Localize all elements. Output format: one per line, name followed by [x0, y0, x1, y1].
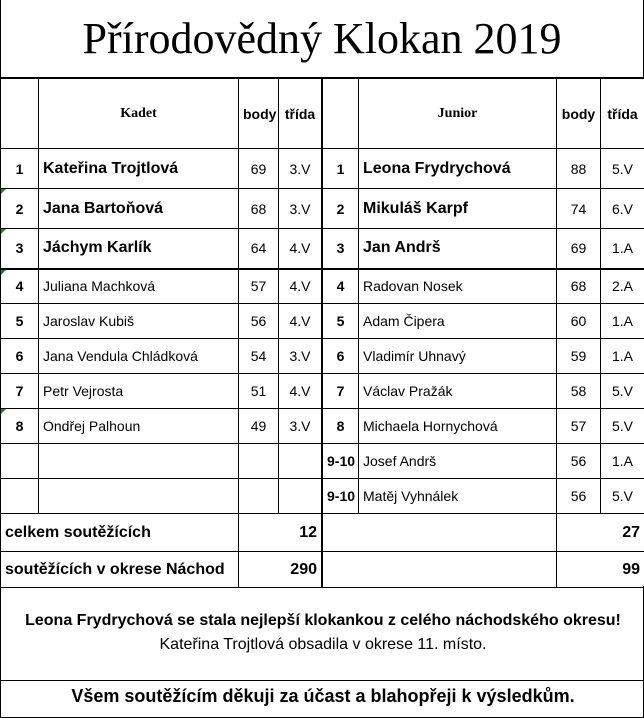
junior-table: [322, 78, 644, 588]
student-name: Adam Čipera: [359, 304, 557, 339]
kadet-header-row: [1, 79, 322, 149]
junior-total: 27: [557, 514, 644, 552]
page-title: Přírodovědný Klokan 2019: [0, 0, 644, 78]
kadet-district-total: 290: [239, 552, 322, 588]
class: 3.V: [279, 149, 322, 189]
class: 1.A: [601, 444, 644, 479]
district-row: [323, 552, 644, 588]
points: 57: [557, 409, 601, 444]
district-label: soutěžících v okrese Náchod: [1, 552, 239, 588]
kadet-table: [0, 78, 322, 588]
points: 69: [557, 229, 601, 269]
class: 3.V: [279, 339, 322, 374]
rank: 8: [1, 409, 39, 444]
table-row: [1, 409, 322, 444]
student-name: Josef Andrš: [359, 444, 557, 479]
class: 5.V: [601, 374, 644, 409]
points: 56: [239, 304, 279, 339]
rank: 7: [1, 374, 39, 409]
table-row: [1, 374, 322, 409]
points: 68: [239, 189, 279, 229]
table-row: [1, 304, 322, 339]
points: 64: [239, 229, 279, 269]
class-header: třída: [601, 79, 644, 149]
points-header: body: [239, 79, 279, 149]
table-row: [1, 339, 322, 374]
class: 4.V: [279, 269, 322, 304]
footer-thanks: Všem soutěžícím děkuji za účast a blahopřeji k výsledkům.: [71, 686, 575, 706]
table-row: [323, 229, 644, 269]
rank: 2: [323, 189, 359, 229]
student-name: Jana Vendula Chládková: [39, 339, 239, 374]
points: 59: [557, 339, 601, 374]
student-name: Petr Vejrosta: [39, 374, 239, 409]
points: 51: [239, 374, 279, 409]
student-name: Michaela Hornychová: [359, 409, 557, 444]
rank: 6: [1, 339, 39, 374]
student-name: Vladimír Uhnavý: [359, 339, 557, 374]
student-name: Jana Bartoňová: [39, 189, 239, 229]
student-name: Radovan Nosek: [359, 269, 557, 304]
district-row: [1, 552, 322, 588]
empty-row: [1, 479, 322, 514]
footer-highlight: Leona Frydrychová se stala nejlepší klokankou z celého náchodského okresu!: [25, 612, 621, 629]
points: 49: [239, 409, 279, 444]
table-row: [1, 229, 322, 269]
student-name: Jaroslav Kubiš: [39, 304, 239, 339]
total-row: [1, 514, 322, 552]
rank: 9-10: [323, 444, 359, 479]
rank: 2: [1, 189, 39, 229]
class: 1.A: [601, 304, 644, 339]
class: 2.A: [601, 269, 644, 304]
junior-district-total: 99: [557, 552, 644, 588]
student-name: Leona Frydrychová: [359, 149, 557, 189]
student-name: Václav Pražák: [359, 374, 557, 409]
rank: 3: [1, 229, 39, 269]
class: 1.A: [601, 339, 644, 374]
table-row: [1, 149, 322, 189]
header-blank: [1, 79, 39, 149]
points: 54: [239, 339, 279, 374]
footer-note: Kateřina Trojtlová obsadila v okrese 11. místo.: [159, 636, 487, 653]
rank: 3: [323, 229, 359, 269]
rank: 4: [323, 269, 359, 304]
rank: 4: [1, 269, 39, 304]
points-header: body: [557, 79, 601, 149]
footer: [0, 586, 644, 718]
student-name: Matěj Vyhnálek: [359, 479, 557, 514]
class: 3.V: [279, 189, 322, 229]
class: 4.V: [279, 304, 322, 339]
junior-header-row: [323, 79, 644, 149]
table-row: [323, 339, 644, 374]
table-row: [323, 409, 644, 444]
rank: 8: [323, 409, 359, 444]
kadet-total: 12: [239, 514, 322, 552]
table-row: [1, 269, 322, 304]
rank: 1: [1, 149, 39, 189]
points: 69: [239, 149, 279, 189]
rank: 5: [1, 304, 39, 339]
table-row: [323, 444, 644, 479]
student-name: Ondřej Palhoun: [39, 409, 239, 444]
class: 1.A: [601, 229, 644, 269]
student-name: Jáchym Karlík: [39, 229, 239, 269]
class: 3.V: [279, 409, 322, 444]
table-row: [323, 479, 644, 514]
points: 56: [557, 479, 601, 514]
kadet-heading: Kadet: [39, 79, 239, 149]
rank: 9-10: [323, 479, 359, 514]
rank: 5: [323, 304, 359, 339]
student-name: Mikuláš Karpf: [359, 189, 557, 229]
table-row: [323, 304, 644, 339]
class-header: třída: [279, 79, 322, 149]
points: 88: [557, 149, 601, 189]
junior-heading: Junior: [359, 79, 557, 149]
points: 74: [557, 189, 601, 229]
student-name: Jan Andrš: [359, 229, 557, 269]
class: 4.V: [279, 229, 322, 269]
table-row: [323, 269, 644, 304]
footer-divider: [1, 680, 644, 681]
points: 60: [557, 304, 601, 339]
rank: 1: [323, 149, 359, 189]
class: 5.V: [601, 149, 644, 189]
class: 4.V: [279, 374, 322, 409]
total-label: celkem soutěžících: [1, 514, 239, 552]
points: 57: [239, 269, 279, 304]
table-row: [323, 189, 644, 229]
student-name: Juliana Machková: [39, 269, 239, 304]
empty-row: [1, 444, 322, 479]
class: 5.V: [601, 409, 644, 444]
student-name: Kateřina Trojtlová: [39, 149, 239, 189]
table-row: [323, 374, 644, 409]
rank: 6: [323, 339, 359, 374]
total-row: [323, 514, 644, 552]
table-row: [1, 189, 322, 229]
class: 6.V: [601, 189, 644, 229]
points: 56: [557, 444, 601, 479]
points: 68: [557, 269, 601, 304]
table-row: [323, 149, 644, 189]
header-blank: [323, 79, 359, 149]
class: 5.V: [601, 479, 644, 514]
points: 58: [557, 374, 601, 409]
rank: 7: [323, 374, 359, 409]
